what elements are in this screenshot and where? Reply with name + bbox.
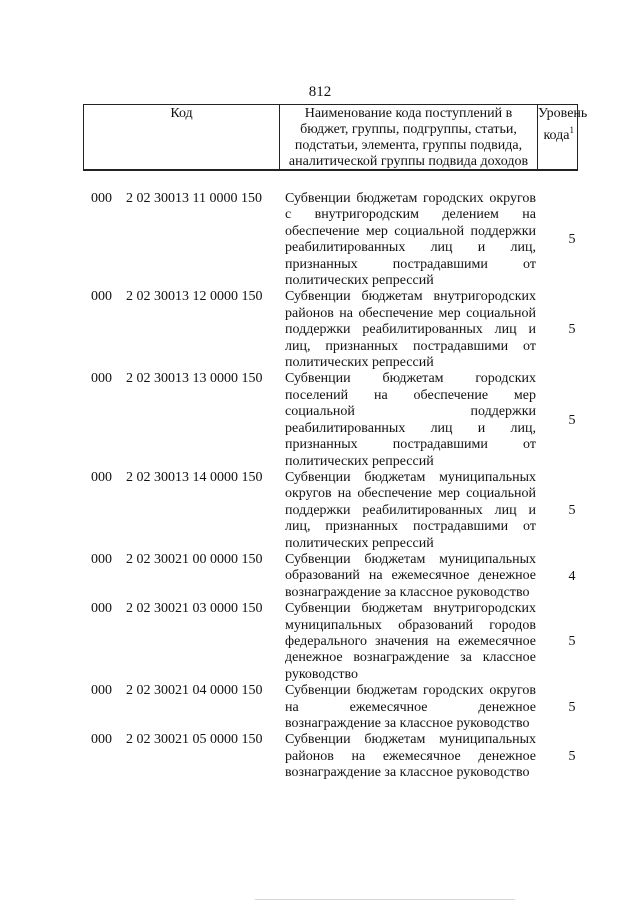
table-row xyxy=(0,191,640,289)
header-level-label: Уровень кода xyxy=(538,106,588,143)
row-admin-code: 000 xyxy=(91,551,112,567)
row-income-code: 2 02 30013 11 0000 150 xyxy=(126,191,262,206)
row-income-code: 2 02 30021 03 0000 150 xyxy=(126,601,263,617)
row-level: 5 xyxy=(568,502,576,518)
row-level: 5 xyxy=(568,322,576,338)
row-income-code: 2 02 30013 12 0000 150 xyxy=(126,289,263,305)
row-name: Субвенции бюджетам муниципальных округов на обеспечение мер социальной поддержки реабилитированных лиц и лиц, признанных пострадавшими от политических репрессий xyxy=(285,469,536,551)
row-name: Субвенции бюджетам муниципальных районов на ежемесячное денежное вознаграждение за классное руководство xyxy=(285,732,536,781)
row-level: 5 xyxy=(568,412,576,428)
table-row xyxy=(0,552,640,601)
row-name: Субвенции бюджетам внутригородских муниципальных образований городов федерального значения на ежемесячное денежное вознаграждение за классное руководство xyxy=(285,601,536,682)
page-number: 812 xyxy=(308,84,332,100)
row-admin-code: 000 xyxy=(91,191,112,206)
row-level: 5 xyxy=(568,232,576,248)
row-level: 5 xyxy=(568,633,576,649)
table-body xyxy=(0,191,640,782)
table-row xyxy=(0,371,640,469)
table-row xyxy=(0,601,640,683)
row-level: 5 xyxy=(568,748,576,764)
row-income-code: 2 02 30013 13 0000 150 xyxy=(126,371,263,387)
row-admin-code: 000 xyxy=(91,683,112,699)
row-name: Субвенции бюджетам городских округов с внутригородским делением на обеспечение мер социальной поддержки реабилитированных лиц и лиц, признанных пострадавшими от политических репрессий xyxy=(285,191,536,289)
row-admin-code: 000 xyxy=(91,601,112,617)
header-level-cell xyxy=(538,105,588,169)
row-income-code: 2 02 30013 14 0000 150 xyxy=(126,469,263,485)
row-admin-code: 000 xyxy=(91,469,112,485)
row-level: 4 xyxy=(568,568,576,584)
row-name: Субвенции бюджетам городских округов на ежемесячное денежное вознаграждение за классное руководство xyxy=(285,683,536,731)
row-income-code: 2 02 30021 05 0000 150 xyxy=(126,732,263,748)
row-income-code: 2 02 30021 04 0000 150 xyxy=(126,683,263,699)
table-row xyxy=(0,732,640,781)
row-admin-code: 000 xyxy=(91,732,112,748)
row-name: Субвенции бюджетам внутригородских районов на обеспечение мер социальной поддержки реабилитированных лиц и лиц, признанных пострадавшими от политических репрессий xyxy=(285,289,536,371)
table-row xyxy=(0,470,640,552)
row-admin-code: 000 xyxy=(91,371,112,387)
row-admin-code: 000 xyxy=(91,289,112,305)
header-name-cell: Наименование кода поступлений в бюджет, группы, подгруппы, статьи, подстатьи, элемента, группы подвида, аналитической группы подвида доходов xyxy=(280,105,538,169)
row-income-code: 2 02 30021 00 0000 150 xyxy=(126,551,263,567)
row-level: 5 xyxy=(568,699,576,715)
table-row xyxy=(0,289,640,371)
row-name: Субвенции бюджетам городских поселений на обеспечение мер социальной поддержки реабилитированных лиц и лиц, признанных пострадавшими от политических репрессий xyxy=(285,371,536,469)
table-row xyxy=(0,683,640,732)
scan-edge-line xyxy=(255,899,515,900)
header-level-footnote: 1 xyxy=(569,125,574,135)
header-code-cell: Код xyxy=(84,105,280,169)
table-header xyxy=(83,104,588,171)
row-name: Субвенции бюджетам муниципальных образований на ежемесячное денежное вознаграждение за классное руководство xyxy=(285,551,536,600)
